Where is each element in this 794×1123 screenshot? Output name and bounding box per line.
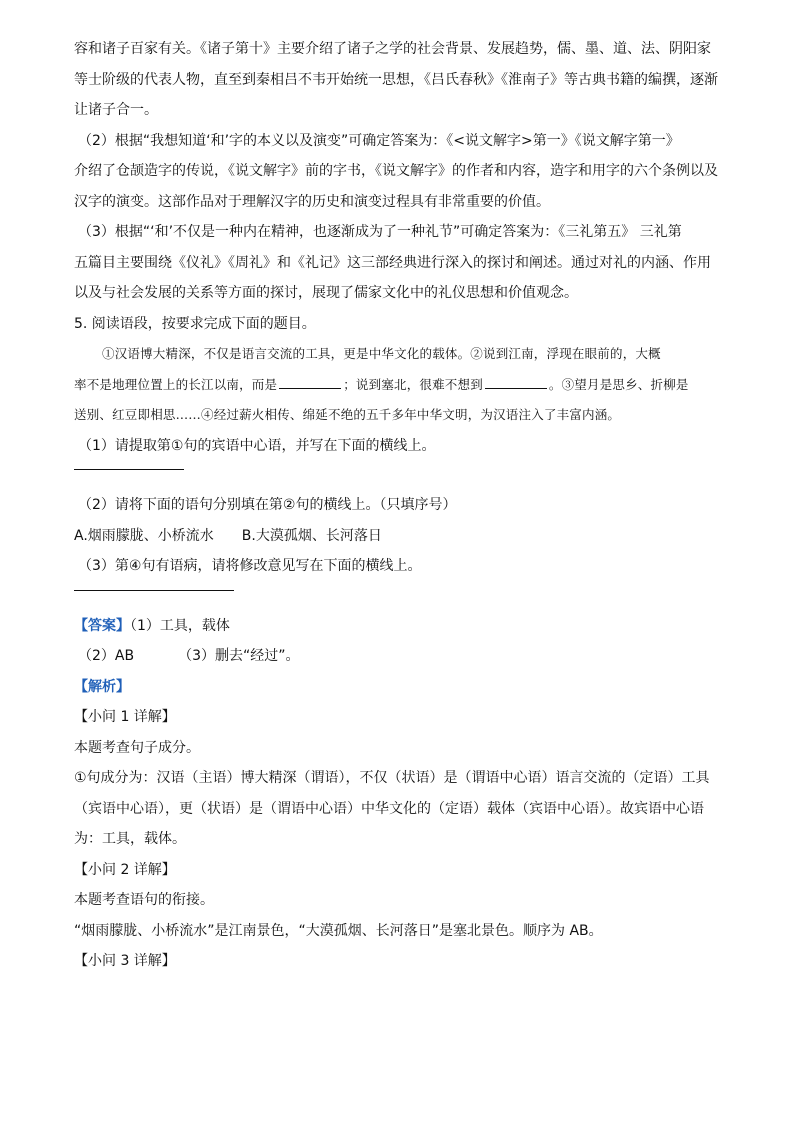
- answer-blank-line[interactable]: [74, 469, 184, 470]
- answer-3: （3）删去“经过”。: [178, 648, 300, 664]
- passage-line: ①汉语博大精深，不仅是语言交流的工具，更是中华文化的载体。②说到江南，浮现在眼前的，大概: [102, 346, 661, 361]
- question-2: （2）请将下面的语句分别填在第②句的横线上。（只填序号）: [78, 497, 457, 513]
- sub-question-heading: 【小问 1 详解】: [74, 709, 176, 725]
- passage-text: ；说到塞北，很难不想到: [343, 376, 483, 392]
- answer-1: （1）工具，载体: [130, 617, 230, 634]
- analysis-text: 本题考查语句的衔接。: [74, 892, 214, 908]
- option-a: A.烟雨朦胧、小桥流水: [74, 527, 214, 544]
- fill-blank[interactable]: [279, 376, 341, 389]
- analysis-text: 本题考查句子成分。: [74, 739, 200, 756]
- text-line: （2）根据“我想知道‘和’字的本义以及演变”可确定答案为：《<说文解字>第一》《说文解字第一》: [78, 132, 680, 149]
- option-b: B.大漠孤烟、长河落日: [241, 527, 382, 544]
- text-line: 以及与社会发展的关系等方面的探讨，展现了儒家文化中的礼仪思想和价值观念。: [74, 285, 578, 301]
- passage-text: 。③望月是思乡、折柳是: [548, 376, 689, 392]
- sub-question-heading: 【小问 3 详解】: [74, 953, 176, 969]
- text-line: 汉字的演变。这部作品对于理解汉字的历史和演变过程具有非常重要的价值。: [74, 193, 550, 210]
- text-line: 五篇目主要围绕《仪礼》《周礼》和《礼记》这三部经典进行深入的探讨和阐述。通过对礼的内涵、作用: [74, 254, 711, 271]
- options-line: [74, 521, 724, 552]
- analysis-text: ①句成分为：汉语（主语）博大精深（谓语），不仅（状语）是（谓语中心语）语言交流的（定语）工具: [74, 770, 710, 786]
- text-line: 等士阶级的代表人物，直至到秦相吕不韦开始统一思想，《吕氏春秋》《淮南子》等古典书籍的编撰，逐渐: [74, 71, 718, 88]
- document-content: [74, 34, 724, 977]
- analysis-tag: 【解析】: [74, 678, 130, 695]
- text-line: （3）根据“‘和’不仅是一种内在精神，也逐渐成为了一种礼节”可确定答案为：《三礼第五》 三礼第: [78, 224, 682, 240]
- fill-blank[interactable]: [485, 376, 547, 389]
- passage-text: 率不是地理位置上的长江以南，而是: [74, 376, 278, 392]
- question-heading: 5. 阅读语段，按要求完成下面的题目。: [74, 315, 316, 332]
- answer-line: [74, 611, 724, 642]
- passage-line: 送别、红豆即相思……④经过薪火相传、绵延不绝的五千多年中华文明，为汉语注入了丰富内涵。: [74, 407, 621, 422]
- analysis-text: “烟雨朦胧、小桥流水”是江南景色，“大漠孤烟、长河落日”是塞北景色。顺序为 AB。: [74, 922, 603, 939]
- question-1: （1）请提取第①句的宾语中心语，并写在下面的横线上。: [78, 437, 436, 454]
- sub-question-heading: 【小问 2 详解】: [74, 861, 176, 878]
- answer-tag: 【答案】: [74, 617, 130, 634]
- text-line: 让诸子合一。: [74, 102, 158, 118]
- analysis-text: 为：工具，载体。: [74, 831, 186, 847]
- answer-2: （2）AB: [78, 648, 135, 664]
- answer-blank-line[interactable]: [74, 590, 234, 591]
- analysis-text: （宾语中心语），更（状语）是（谓语中心语）中华文化的（定语）载体（宾语中心语）。故宾语中心语: [74, 800, 704, 817]
- question-3: （3）第④句有语病，请将修改意见写在下面的横线上。: [78, 558, 422, 574]
- passage-line: [74, 370, 724, 401]
- answer-line: [74, 641, 724, 672]
- text-line: 介绍了仓颉造字的传说，《说文解字》前的字书，《说文解字》的作者和内容，造字和用字的六个条例以及: [74, 163, 718, 179]
- text-line: 容和诸子百家有关。《诸子第十》主要介绍了诸子之学的社会背景、发展趋势，儒、墨、道、法、阴阳家: [74, 41, 711, 57]
